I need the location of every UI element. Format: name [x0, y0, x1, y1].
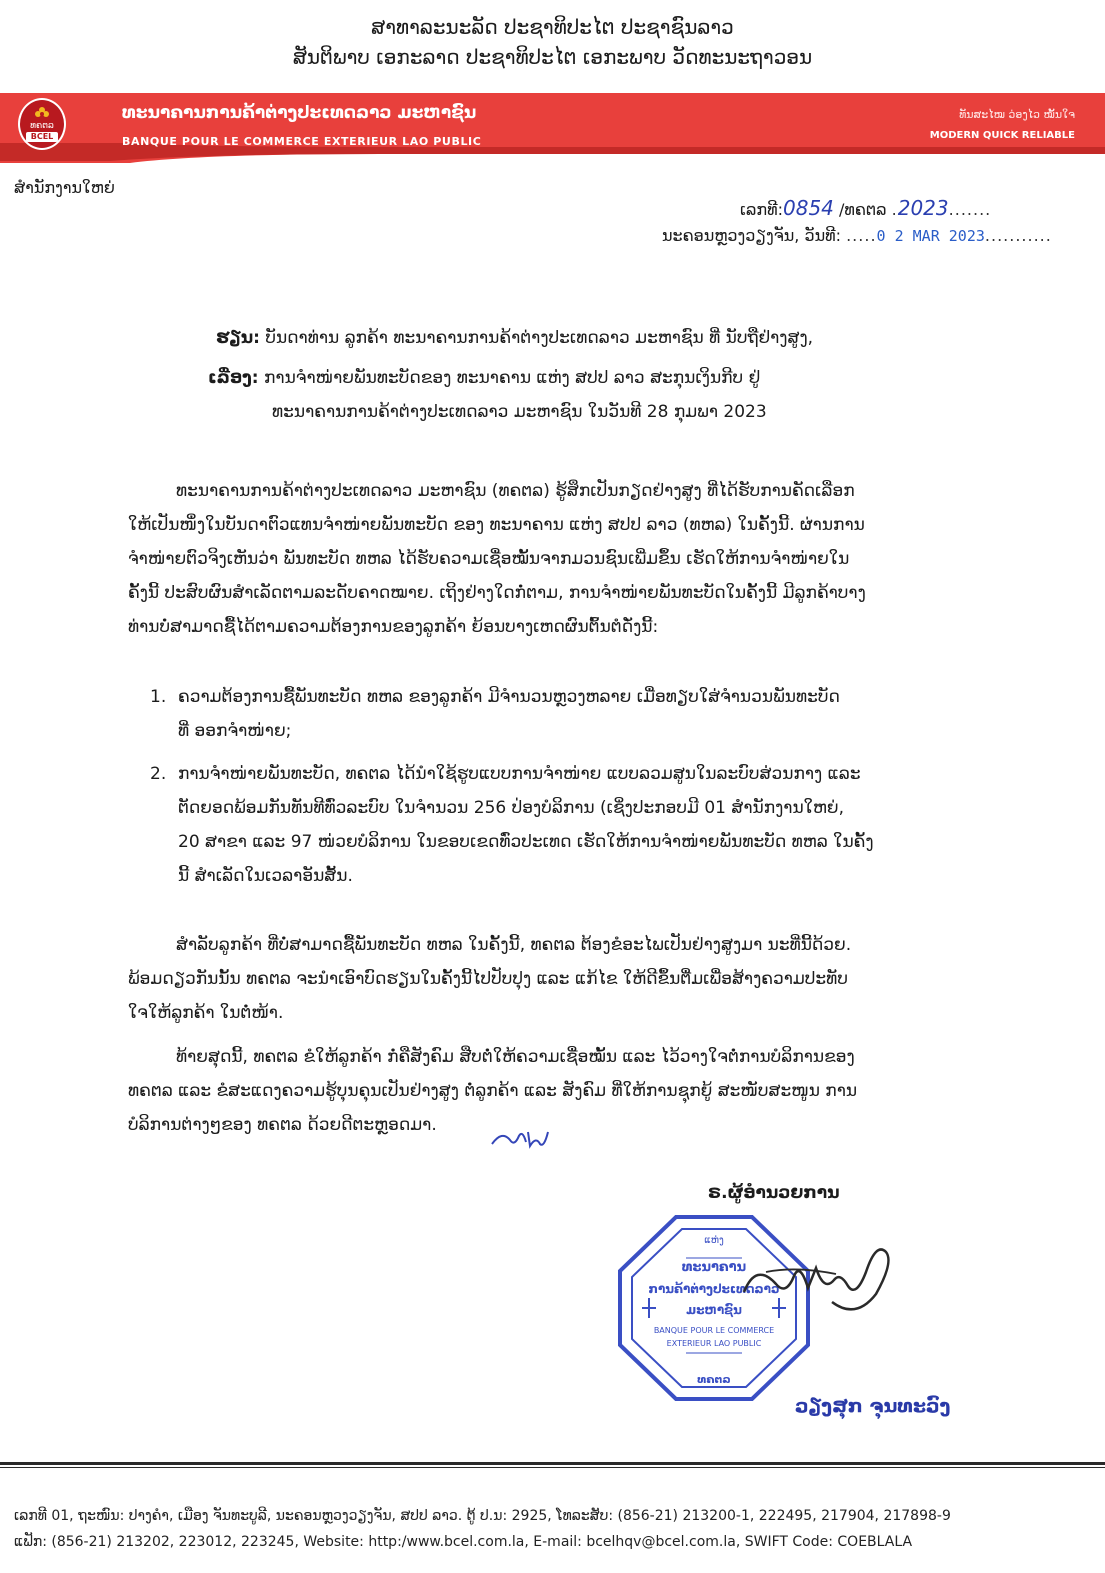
- paragraph-line: ພ້ອມດຽວກັນນັ້ນ ທຄຕລ ຈະນໍາເອົາບົດຮຽນໃນຄັ້ງນີ້ໄປປັບປຸງ ແລະ ແກ້ໄຂ ໃຫ້ດີຂຶ້ນຕື່ມເພື່ອສ້າງຄວາມປະທັບ: [128, 969, 848, 989]
- subject-row: [208, 364, 760, 392]
- list-number: 1.: [150, 687, 167, 707]
- paragraph-line: ທຄຕລ ແລະ ຂໍສະແດງຄວາມຮູ້ບຸນຄຸນເປັນຢ່າງສູງ ຕໍ່ລູກຄ້າ ແລະ ສັງຄົມ ທີ່ໃຫ້ການຊຸກຍູ້ ສະໜັບສະໜູນ ການ: [128, 1081, 858, 1101]
- subject-line2: ທະນາຄານການຄ້າຕ່າງປະເທດລາວ ມະຫາຊົນ ໃນວັນທີ 28 ກຸມພາ 2023: [272, 402, 767, 422]
- list-line: ທີ່ ອອກຈໍາໜ່າຍ;: [178, 721, 292, 741]
- footer-contact: ແຟັກ: (856-21) 213202, 223012, 223245, Website: http:/www.bcel.com.la, E-mail: bcelhqv@bcel.com.la, SWIFT Code: COEBLALA: [14, 1534, 913, 1550]
- to-label: ຮຽນ:: [216, 328, 260, 348]
- reference-number: ເລກທີ:0854 /ທຄຕລ .2023.......: [740, 196, 992, 220]
- list-item: [150, 757, 976, 893]
- ref-number-label: ເລກທີ:: [740, 200, 783, 219]
- paragraph-line: ສໍາລັບລູກຄ້າ ທີ່ບໍ່ສາມາດຊື້ພັນທະບັດ ທຫລ ໃນຄັ້ງນີ້, ທຄຕລ ຕ້ອງຂໍອະໄພເປັນຢ່າງສູງມາ ນະທີ່ນີ້ດ້ວຍ.: [176, 935, 852, 955]
- list-line: 20 ສາຂາ ແລະ 97 ໜ່ວຍບໍລິການ ໃນຂອບເຂດທົ່ວປະເທດ ເຮັດໃຫ້ການຈໍາໜ່າຍພັນທະບັດ ທຫລ ໃນຄັ້ງ: [178, 832, 874, 852]
- footer-address: ເລກທີ 01, ຖະໜົນ: ປາງຄໍາ, ເມືອງ ຈັນທະບູລີ, ນະຄອນຫຼວງວຽງຈັນ, ສປປ ລາວ. ຕູ້ ປ.ນ: 2925, ໂທລະສັບ: (856-21) 213200-1, 222495, 217904, 217898-9: [14, 1508, 951, 1524]
- logo-abbr: BCEL: [26, 132, 58, 142]
- paragraph-line: ຈໍາໜ່າຍຕົວຈິງເຫັນວ່າ ພັນທະບັດ ທຫລ ໄດ້ຮັບຄວາມເຊື່ອໝັ້ນຈາກມວນຊົນເພີ່ມຂຶ້ນ ເຮັດໃຫ້ການຈໍາໜ່າຍໃນ: [128, 549, 850, 569]
- slogan-lao: ທັນສະໄໝ ວ່ອງໄວ ໝັ້ນໃຈ: [959, 108, 1075, 121]
- paragraph-line: ທ່ານບໍ່ສາມາດຊື້ໄດ້ຕາມຄວາມຕ້ອງການຂອງລູກຄ້າ ຍ້ອນບາງເຫດຜົນຕົ້ນຕໍດັ່ງນີ້:: [128, 617, 659, 637]
- signatory-title: ຣ.ຜູ້ອໍານວຍການ: [708, 1183, 840, 1203]
- stamp-fr1: BANQUE POUR LE COMMERCE: [653, 1326, 775, 1335]
- initials-mark: [488, 1122, 552, 1152]
- bank-name-fr: BANQUE POUR LE COMMERCE EXTERIEUR LAO PUBLIC: [122, 135, 482, 148]
- list-line: ຕັດຍອດພ້ອມກັນທັນທີທົ່ວລະບົບ ໃນຈໍານວນ 256 ປ່ອງບໍລິການ (ເຊິ່ງປະກອບມີ 01 ສໍານັກງານໃຫຍ່,: [178, 798, 844, 818]
- paragraph-line: ທະນາຄານການຄ້າຕ່າງປະເທດລາວ ມະຫາຊົນ (ທຄຕລ) ຮູ້ສຶກເປັນກຽດຢ່າງສູງ ທີ່ໄດ້ຮັບການຄັດເລືອກ: [176, 481, 855, 501]
- stamp-line2: ການຄ້າຕ່າງປະເທດລາວ: [648, 1282, 780, 1296]
- paragraph-line: ໃຫ້ເປັນໜຶ່ງໃນບັນດາຕົວແທນຈໍາໜ່າຍພັນທະບັດ ຂອງ ທະນາຄານ ແຫ່ງ ສປປ ລາວ (ທຫລ) ໃນຄັ້ງນີ້. ຜ່ານການ: [128, 515, 865, 535]
- list-line: ການຈໍາໜ່າຍພັນທະບັດ, ທຄຕລ ໄດ້ນໍາໃຊ້ຮູບແບບການຈໍາໜ່າຍ ແບບລວມສູນໃນລະບົບສ່ວນກາງ ແລະ: [178, 764, 861, 784]
- footer-rule: [0, 1462, 1105, 1465]
- to-text: ບັນດາທ່ານ ລູກຄ້າ ທະນາຄານການຄ້າຕ່າງປະເທດລາວ ມະຫາຊົນ ທີ່ ນັບຖືຢ່າງສູງ,: [265, 328, 814, 348]
- logo-lao-text: ທຄຕລ: [30, 121, 54, 131]
- signatory-name: ວຽງສຸກ ຈຸນທະວົງ: [795, 1395, 951, 1417]
- subject-line1: ການຈໍາໜ່າຍພັນທະບັດຂອງ ທະນາຄານ ແຫ່ງ ສປປ ລາວ ສະກຸນເງິນກີບ ຢູ່: [264, 368, 761, 388]
- list-item: [150, 680, 976, 748]
- stamp-line3: ມະຫາຊົນ: [686, 1303, 742, 1317]
- ref-year-value: 2023: [897, 196, 949, 220]
- ref-number-value: 0854: [783, 196, 834, 220]
- national-header-line1: ສາທາລະນະລັດ ປະຊາທິປະໄຕ ປະຊາຊົນລາວ: [371, 15, 734, 39]
- flower-icon: [34, 106, 50, 120]
- paragraph-3: [128, 1040, 976, 1142]
- national-header-line2: ສັນຕິພາບ ເອກະລາດ ປະຊາທິປະໄຕ ເອກະພາບ ວັດທະນະຖາວອນ: [292, 45, 813, 69]
- addressee-row: [216, 324, 813, 352]
- ref-suffix-label: /ທຄຕລ: [839, 200, 887, 219]
- stamp-top-text: ແຫ່ງ: [704, 1235, 724, 1246]
- date-line: ນະຄອນຫຼວງວຽງຈັນ, ວັນທີ: .....0 2 MAR 2023...........: [662, 226, 1052, 245]
- paragraph-1: [128, 474, 976, 644]
- bank-name-lao: ທະນາຄານການຄ້າຕ່າງປະເທດລາວ ມະຫາຊົນ: [122, 103, 477, 123]
- paragraph-line: ທ້າຍສຸດນີ້, ທຄຕລ ຂໍໃຫ້ລູກຄ້າ ກໍ່ຄືສັງຄົມ ສືບຕໍ່ໃຫ້ຄວາມເຊື່ອໝັ້ນ ແລະ ໄວ້ວາງໃຈຕໍ່ການບໍລິການຂອງ: [176, 1047, 855, 1067]
- date-stamp: 0 2 MAR 2023: [876, 227, 985, 245]
- list-line: ນີ້ ສໍາເລັດໃນເວລາອັນສັ້ນ.: [178, 866, 353, 886]
- list-number: 2.: [150, 764, 167, 784]
- bcel-logo: [18, 98, 66, 150]
- subject-label: ເລື່ອງ:: [208, 368, 259, 388]
- office-label: ສໍານັກງານໃຫຍ່: [14, 178, 115, 197]
- paragraph-line: ໃຈໃຫ້ລູກຄ້າ ໃນຕໍ່ໜ້າ.: [128, 1003, 284, 1023]
- paragraph-line: ບໍລິການຕ່າງໆຂອງ ທຄຕລ ດ້ວຍດີຕະຫຼອດມາ.: [128, 1115, 437, 1135]
- stamp-fr2: EXTERIEUR LAO PUBLIC: [666, 1339, 762, 1348]
- paragraph-2: [128, 928, 976, 1030]
- paragraph-line: ຄັ້ງນີ້ ປະສົບຜົນສໍາເລັດຕາມລະດັບຄາດໝາຍ. ເຖິງຢ່າງໃດກໍ່ຕາມ, ການຈໍາໜ່າຍພັນທະບັດໃນຄັ້ງນີ້ ມີລູກຄ້າບາງ: [128, 583, 866, 603]
- stamp-line1: ທະນາຄານ: [681, 1260, 747, 1275]
- handwritten-signature: [736, 1232, 896, 1324]
- footer-rule-thin: [0, 1467, 1105, 1468]
- place-label: ນະຄອນຫຼວງວຽງຈັນ, ວັນທີ:: [662, 226, 841, 245]
- slogan-en: MODERN QUICK RELIABLE: [929, 130, 1075, 141]
- list-line: ຄວາມຕ້ອງການຊື້ພັນທະບັດ ທຫລ ຂອງລູກຄ້າ ມີຈໍານວນຫຼວງຫລາຍ ເມື່ອທຽບໃສ່ຈໍານວນພັນທະບັດ: [178, 687, 840, 707]
- stamp-bottom-text: ທຄຕລ: [697, 1373, 731, 1386]
